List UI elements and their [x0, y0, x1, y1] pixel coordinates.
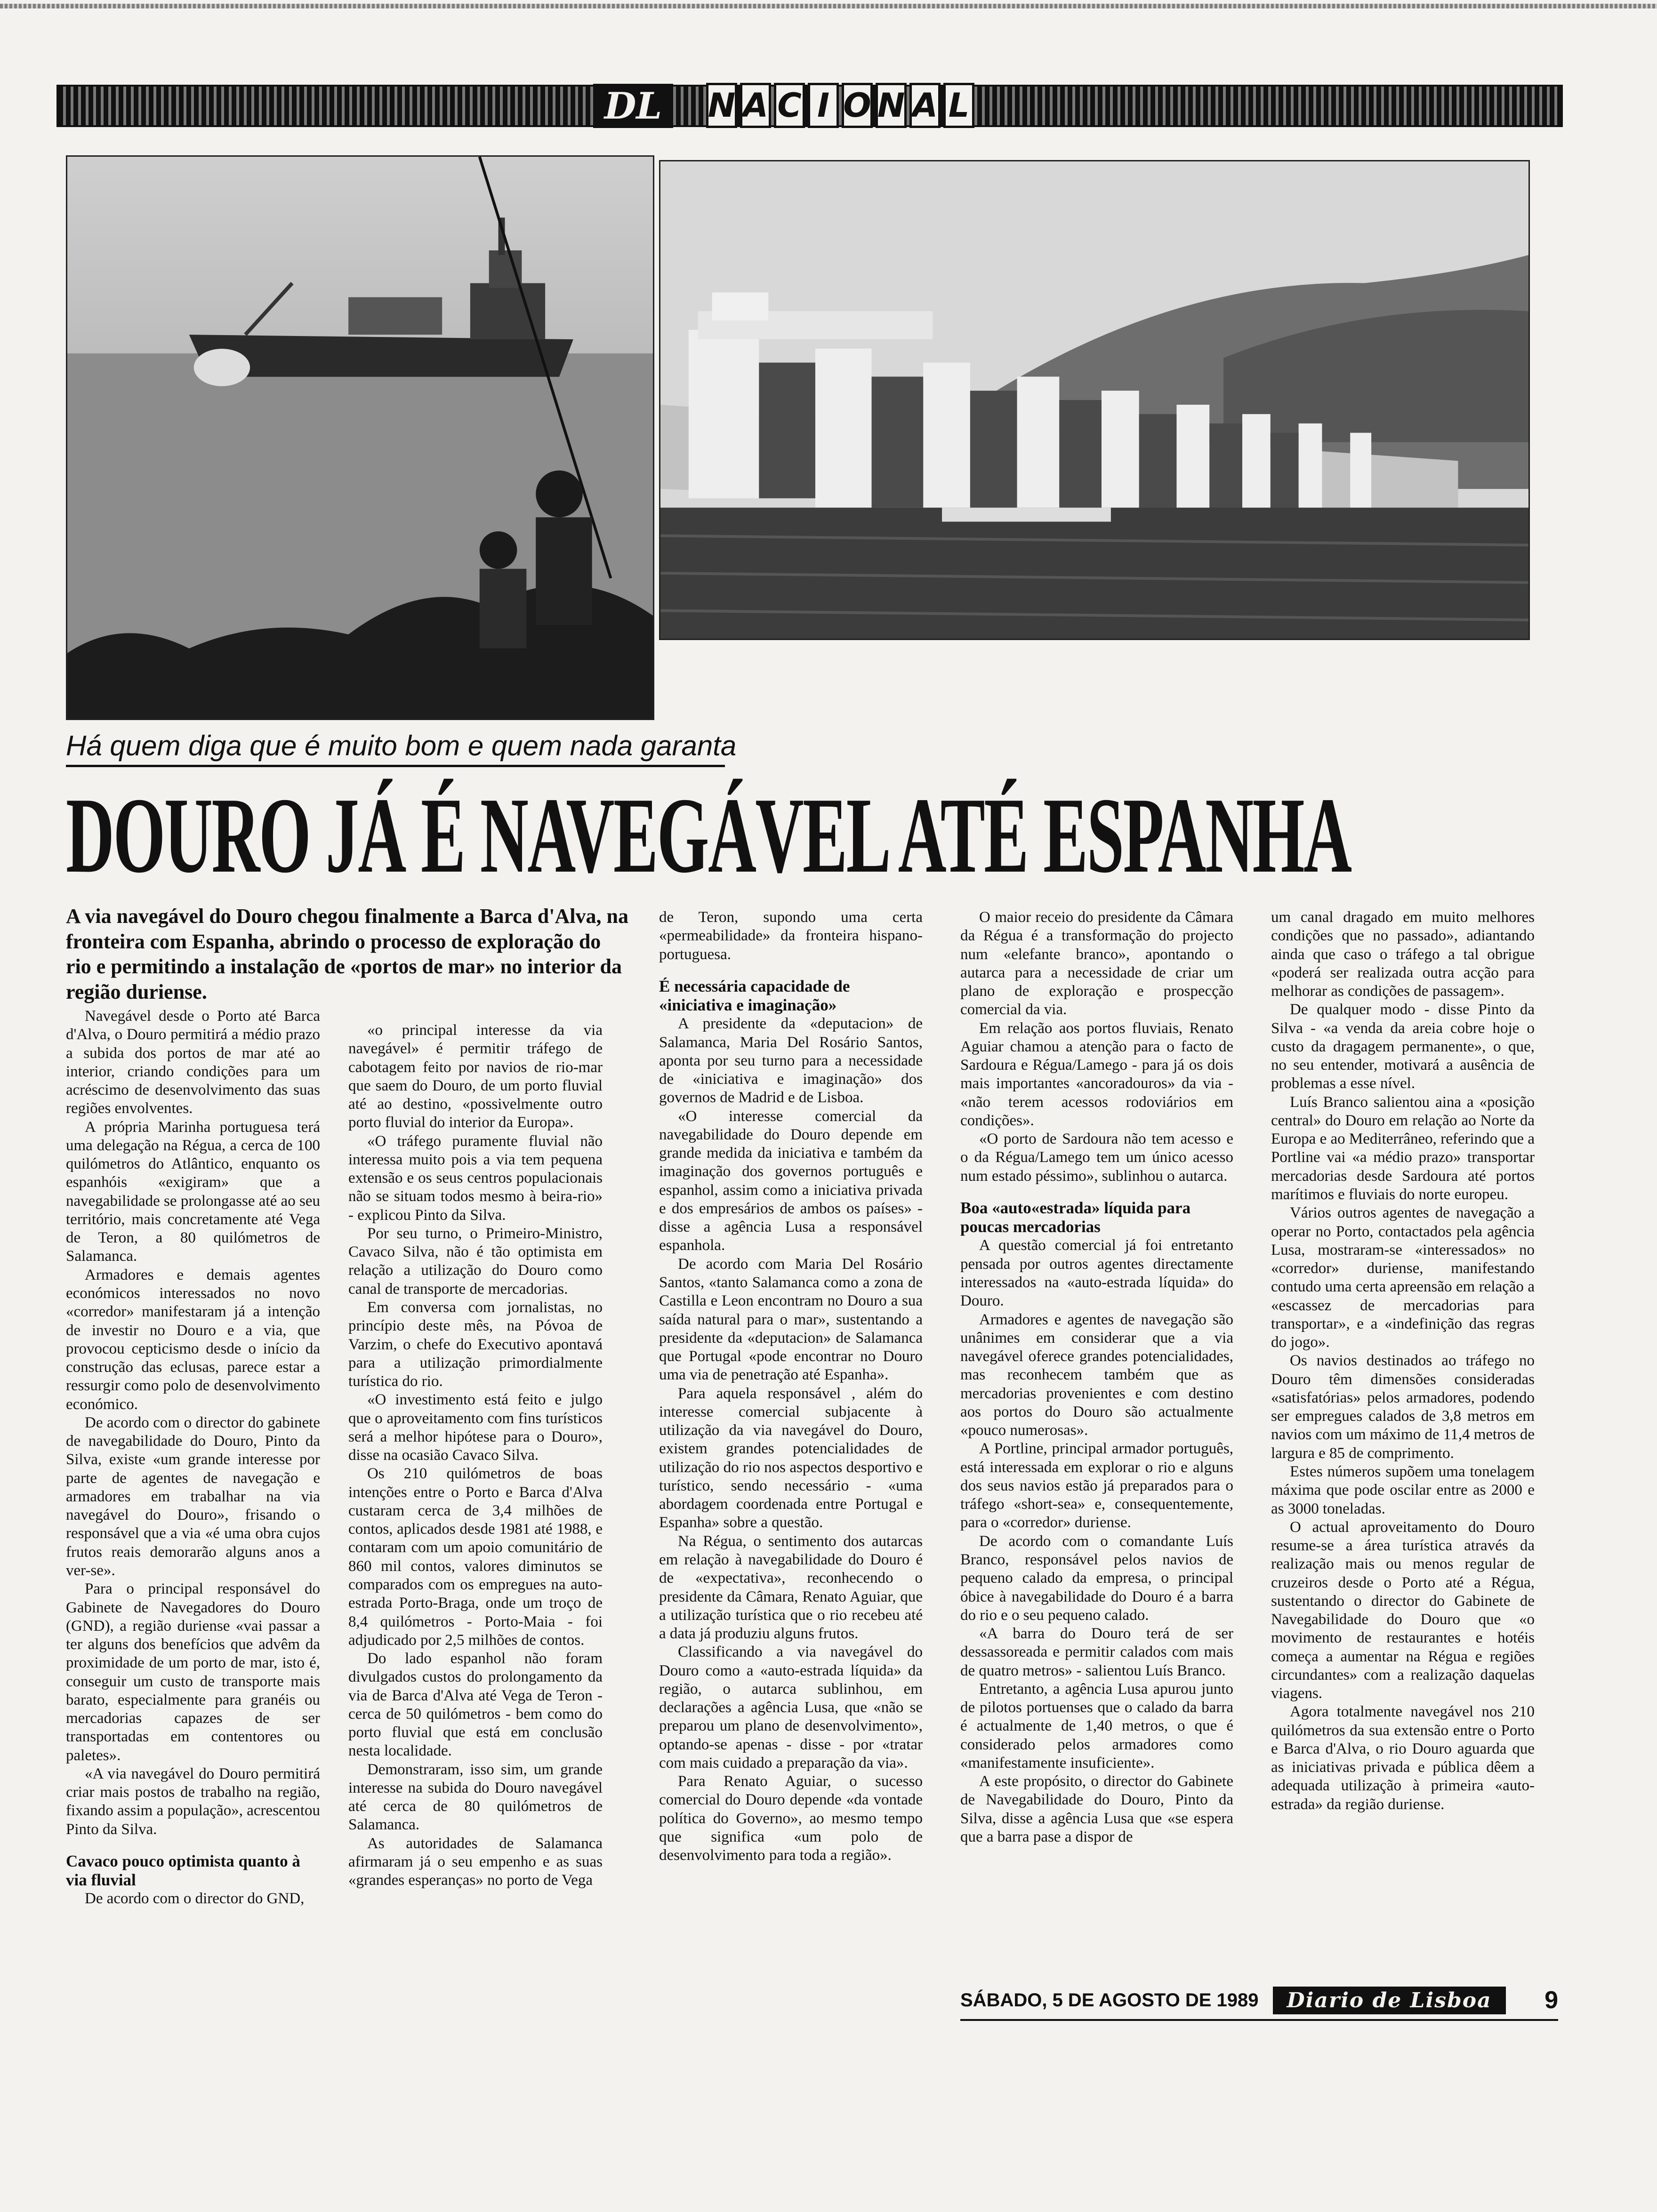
article-column-4: [960, 908, 1233, 1846]
subheading: Boa «auto«estrada» líquida para poucas mercadorias: [960, 1198, 1191, 1236]
page-footer: [960, 1984, 1558, 2017]
paragraph: Os 210 quilómetros de boas intenções entre o Porto e Barca d'Alva custaram cerca de 3,4 milhões de contos, aplicados desde 1981 até 1988, e contaram com um apoio comunitário de 860 mil contos, valores diminutos se comparados com os empregues na auto-estrada Porto-Braga, onde um troço de 8,4 quilómetros - Porto-Maia - foi adjudicado por 2,5 milhões de contos.: [348, 1465, 603, 1649]
paragraph: Para o principal responsável do Gabinete de Navegadores do Douro (GND), a região duriense «vai passar a ter alguns dos benefícios que advêm da proximidade de um porto de mar, isto é, conseguir um custo de transporte mais barato, especialmente para granéis ou mercadorias capazes de ser transportadas em contentores ou paletes».: [66, 1580, 320, 1764]
subheading: É necessária capacidade de «iniciativa e imaginação»: [659, 977, 850, 1015]
paragraph: A presidente da «deputacion» de Salamanca, Maria Del Rosário Santos, aponta por seu turno para a necessidade de «iniciativa e imaginação» dos governos de Madrid e de Lisboa.: [659, 1015, 923, 1106]
paragraph: Luís Branco salientou aina a «posição central» do Douro em relação ao Norte da Europa e ao Mediterrâneo, referindo que a Portline vai «a médio prazo» transportar mercadorias desde Sardoura até portos marítimos e fluviais do norte europeu.: [1271, 1093, 1535, 1203]
paragraph: Entretanto, a agência Lusa apurou junto de pilotos portuenses que o calado da barra é actualmente de 1,40 metros, o que é considerado pelos armadores como «manifestamente insuficiente».: [960, 1680, 1233, 1771]
newspaper-logo: DL: [593, 84, 673, 128]
section-letter: O: [842, 83, 873, 128]
article-column-5: [1271, 908, 1535, 1814]
paragraph: Em conversa com jornalistas, no princípio deste mês, na Póvoa de Varzim, o chefe do Executivo apontavá para a utilização primordialmente turística do rio.: [348, 1298, 603, 1390]
paragraph: «O tráfego puramente fluvial não interessa muito pois a via tem pequena extensão e os seus centros populacionais não se situam todos mesmo à beira-rio» - explicou Pinto da Silva.: [348, 1132, 603, 1224]
paragraph: Navegável desde o Porto até Barca d'Alva, o Douro permitirá a médio prazo a subida dos portos de mar até ao interior, criando condições para um acréscimo de desenvolvimento das suas regiões envolventes.: [66, 1008, 320, 1117]
paragraph: Na Régua, o sentimento dos autarcas em relação à navegabilidade do Douro é de «expectativa», reconhecendo o presidente da Câmara, Renato Aguiar, que a utilização turística que o rio recebeu até a data já produziu alguns frutos.: [659, 1532, 923, 1643]
paragraph: O actual aproveitamento do Douro resume-se a área turística através da realização mais ou menos regular de cruzeiros desde o Porto até a Régua, sustentando o director do Gabinete de Navegabilidade do Douro que «o movimento de restaurantes e hotéis começa a aumentar na Régua e regiões circundantes» com a realização daquelas viagens.: [1271, 1518, 1535, 1702]
paragraph: De acordo com o comandante Luís Branco, responsável pelos navios de pequeno calado da empresa, o principal óbice à navegabilidade do Douro é a barra do rio e o seu pequeno calado.: [960, 1532, 1233, 1624]
paragraph: Classificando a via navegável do Douro como a «auto-estrada líquida» da região, o autarca sublinhou, em declarações a agência Lusa, que «não se preparou um plano de desenvolvimento», optando-se apenas - disse - por «tratar com mais cuidado a preparação da via».: [659, 1643, 923, 1771]
dredger-and-fishermen-photo: [66, 155, 654, 720]
paragraph: de Teron, supondo uma certa «permeabilidade» da fronteira hispano-portuguesa.: [659, 909, 923, 963]
section-letter: C: [774, 83, 805, 128]
paragraph: Agora totalmente navegável nos 210 quilómetros da sua extensão entre o Porto e Barca d'Alva, o rio Douro aguarda que as iniciativas privada e pública dêem a adequada utilização à primeira «auto-estrada» da região duriense.: [1271, 1703, 1535, 1813]
subheading: Cavaco pouco optimista quanto à via fluvial: [66, 1851, 300, 1890]
section-letter: A: [909, 83, 941, 128]
photo-caption: Há quem diga que é muito bom e quem nada garanta: [66, 730, 737, 761]
paragraph: De acordo com o director do gabinete de navegabilidade do Douro, Pinto da Silva, existe «um grande interesse por parte de agentes de navegação e armadores em trabalhar na via navegável do Douro», frisando o responsável que a via «é uma obra cujos frutos reais demorarão alguns anos a ver-se».: [66, 1414, 320, 1579]
paragraph: De qualquer modo - disse Pinto da Silva - «a venda da areia cobre hoje o custo da dragagem permanente», o que, no seu entender, motivará a ausência de problemas a esse nível.: [1271, 1001, 1535, 1092]
paragraph: A Portline, principal armador português, está interessada em explorar o rio e alguns dos seus navios estão já preparados para o tráfego «short-sea» e, consequentemente, para o «corredor» duriense.: [960, 1440, 1233, 1531]
paragraph: A este propósito, o director do Gabinete de Navegabilidade do Douro, Pinto da Silva, disse a agência Lusa que «se espera que a barra pase a dispor de: [960, 1773, 1233, 1845]
paragraph: «o principal interesse da via navegável» é permitir tráfego de cabotagem feito por navios de rio-mar que saem do Douro, de um porto fluvial até ao destino, «possivelmente outro porto fluvial do interior da Europa».: [348, 1022, 603, 1131]
paragraph: Em relação aos portos fluviais, Renato Aguiar chamou a atenção para o facto de Sardoura e Régua/Lamego - para já os dois mais importantes «ancoradouros» da via - «não terem acessos rodoviários em condições».: [960, 1019, 1233, 1129]
paragraph: De acordo com Maria Del Rosário Santos, «tanto Salamanca como a zona de Castilla e Leon encontram no Douro a sua saída natural para o mar», sustentando a presidente da «deputacion» de Salamanca que Portugal «pode encontrar no Douro uma via de penetração até Espanha».: [659, 1255, 923, 1384]
paragraph: Para aquela responsável , além do interesse comercial subjacente à utilização da via navegável do Douro, existem grandes potencialidades de utilização do rio nos aspectos desportivo e turístico, sendo necessário - «uma abordagem coordenada entre Portugal e Espanha» sobre a questão.: [659, 1385, 923, 1531]
article-column-1: [66, 1007, 320, 1908]
newspaper-name: Diario de Lisboa: [1273, 1987, 1506, 2014]
headline: DOURO JÁ É NAVEGÁVEL ATÉ ESPANHA: [66, 775, 1351, 895]
publication-date: SÁBADO, 5 DE AGOSTO DE 1989: [960, 1989, 1259, 2011]
article-column-3: [659, 908, 923, 1865]
paragraph: Do lado espanhol não foram divulgados custos do prolongamento da via de Barca d'Alva até Vega de Teron - cerca de 50 quilómetros - bem como do porto fluvial que está em conclusão nesta localidade.: [348, 1650, 603, 1760]
section-letter: N: [706, 83, 737, 128]
scan-edge-line: [0, 4, 1657, 8]
footer-rule: [960, 2019, 1558, 2021]
paragraph: Armadores e agentes de navegação são unânimes em considerar que a via navegável oferece grandes potencialidades, mas reconhecem também que as mercadorias provenientes e com destino aos portos do Douro são actualmente «pouco numerosas».: [960, 1311, 1233, 1439]
paragraph: um canal dragado em muito melhores condições que no passado», adiantando ainda que caso o tráfego a tal obrigue «poderá ser realizada outra acção para melhorar as condições de passagem».: [1271, 909, 1535, 1000]
paragraph: «A via navegável do Douro permitirá criar mais postos de trabalho na região, fixando assim a população», acrescentou Pinto da Silva.: [66, 1765, 320, 1838]
section-letter: N: [876, 83, 907, 128]
page-number: 9: [1544, 1987, 1558, 2014]
river-dam-photo: [659, 160, 1530, 640]
article-lede: A via navegável do Douro chegou finalmente a Barca d'Alva, na fronteira com Espanha, abrindo o processo de exploração do rio e permitindo a instalação de «portos de mar» no interior da região duriense.: [66, 905, 628, 1004]
paragraph: Para Renato Aguiar, o sucesso comercial do Douro depende «da vontade política do Governo», ao mesmo tempo que significa «um polo de desenvolvimento para toda a região».: [659, 1773, 923, 1864]
section-title-nacional: [706, 83, 974, 128]
paragraph: «O investimento está feito e julgo que o aproveitamento com fins turísticos será a melhor hipótese para o Douro», disse na ocasião Cavaco Silva.: [348, 1391, 603, 1464]
paragraph: Os navios destinados ao tráfego no Douro têm dimensões consideradas «satisfatórias» pelos armadores, podendo ser empregues calados de 3,8 metros em navios com um máximo de 11,4 metros de largura e 85 de comprimento.: [1271, 1352, 1535, 1462]
paragraph: Demonstraram, isso sim, um grande interesse na subida do Douro navegável até cerca de 80 quilómetros de Salamanca.: [348, 1761, 603, 1834]
paragraph: Por seu turno, o Primeiro-Ministro, Cavaco Silva, não é tão optimista em relação a utilização do Douro como canal de transporte de mercadorias.: [348, 1225, 603, 1298]
paragraph: As autoridades de Salamanca afirmaram já o seu empenho e as suas «grandes esperanças» no porto de Vega: [348, 1835, 603, 1889]
paragraph: Vários outros agentes de navegação a operar no Porto, contactados pela agência Lusa, mostraram-se «interessados» no «corredor» duriense, manifestando contudo uma certa apreensão em relação a «escassez de mercadorias para transportar», e a «indefinição das regras do jogo».: [1271, 1204, 1535, 1351]
caption-underline: [66, 765, 725, 767]
paragraph: O maior receio do presidente da Câmara da Régua é a transformação do projecto num «elefante branco», apontando o autarca para a necessidade de criar um plano de exploração e prospecção comercial da via.: [960, 909, 1233, 1018]
section-letter: A: [740, 83, 771, 128]
section-letter: I: [808, 83, 839, 128]
section-letter: L: [943, 83, 974, 128]
paragraph: De acordo com o director do GND,: [85, 1890, 305, 1907]
paragraph: A própria Marinha portuguesa terá uma delegação na Régua, a cerca de 100 quilómetros do Atlântico, enquanto os espanhóis «exigiram» que a navegabilidade se prolongasse até ao seu território, mais concretamente até Vega de Teron, a 80 quilómetros de Salamanca.: [66, 1118, 320, 1265]
paragraph: Estes números supõem uma tonelagem máxima que pode oscilar entre as 2000 e as 3000 toneladas.: [1271, 1463, 1535, 1517]
paragraph: «O interesse comercial da navegabilidade do Douro depende em grande medida da iniciativa e também da imaginação dos governos português e espanhol, assim como a iniciativa privada e dos empresários de ambos os países» - disse a agência Lusa a responsável espanhola.: [659, 1107, 923, 1254]
paragraph: «A barra do Douro terá de ser dessassoreada e permitir calados com mais de quatro metros» - salientou Luís Branco.: [960, 1625, 1233, 1679]
paragraph: Armadores e demais agentes económicos interessados no novo «corredor» manifestaram já a intenção de investir no Douro e a via, que provocou cepticismo desde o início da construção das eclusas, parece estar a ressurgir como polo de desenvolvimento económico.: [66, 1266, 320, 1413]
article-column-2: [348, 1021, 603, 1890]
paragraph: A questão comercial já foi entretanto pensada por outros agentes directamente interessados na «auto-estrada líquida» do Douro.: [960, 1237, 1233, 1310]
paragraph: «O porto de Sardoura não tem acesso e o da Régua/Lamego tem um único acesso num estado péssimo», sublinhou o autarca.: [960, 1130, 1233, 1185]
